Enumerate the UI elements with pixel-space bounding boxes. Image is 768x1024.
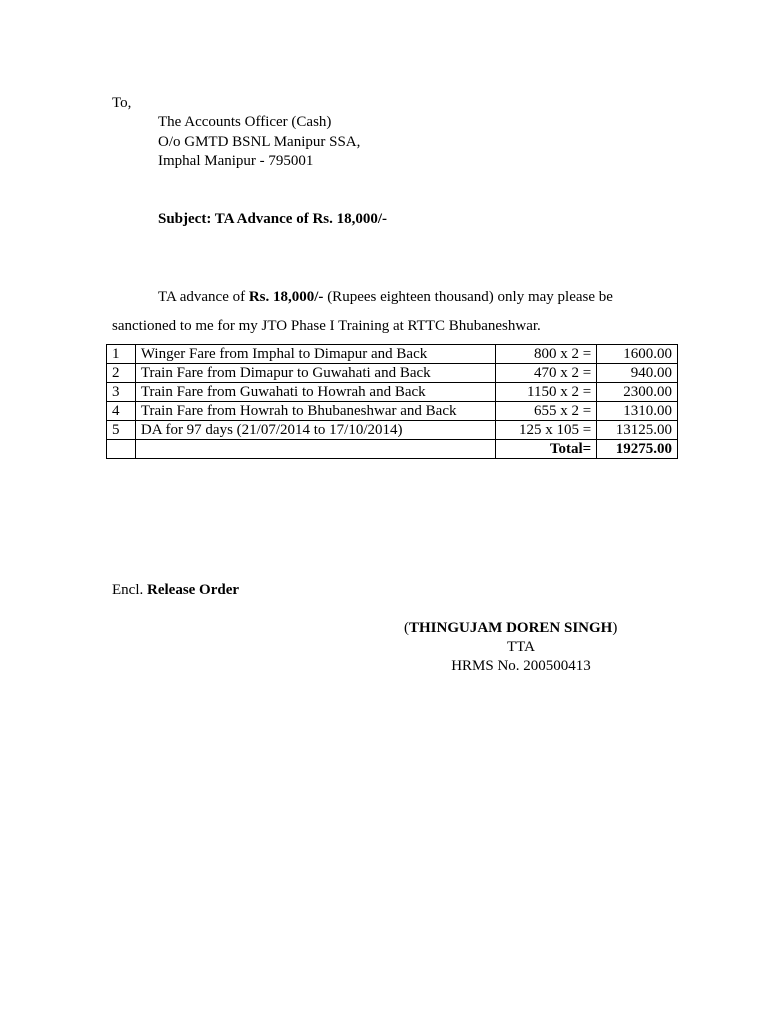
recipient-line-3: Imphal Manipur - 795001 — [158, 153, 314, 169]
row-number: 2 — [107, 364, 136, 383]
body-prefix: TA advance of — [158, 289, 249, 305]
row-calculation: 125 x 105 = — [496, 421, 597, 440]
row-calculation: 470 x 2 = — [496, 364, 597, 383]
enclosure-item: Release Order — [147, 582, 240, 598]
row-calculation: 1150 x 2 = — [496, 383, 597, 402]
row-amount: 1600.00 — [597, 345, 678, 364]
row-number: 5 — [107, 421, 136, 440]
row-amount: 2300.00 — [597, 383, 678, 402]
row-description: DA for 97 days (21/07/2014 to 17/10/2014) — [135, 421, 496, 440]
total-value: 19275.00 — [597, 440, 678, 459]
table-row — [107, 383, 678, 402]
table-row — [107, 421, 678, 440]
subject-line: Subject: TA Advance of Rs. 18,000/- — [158, 211, 388, 227]
row-description: Train Fare from Dimapur to Guwahati and Back — [135, 364, 496, 383]
signatory-paren-open: ( — [404, 620, 409, 636]
table-row — [107, 345, 678, 364]
enclosure-prefix: Encl. — [112, 582, 147, 598]
row-description: Train Fare from Howrah to Bhubaneshwar and Back — [135, 402, 496, 421]
signatory-name-text: THINGUJAM DOREN SINGH — [409, 620, 613, 636]
table-row — [107, 402, 678, 421]
total-label: Total= — [496, 440, 597, 459]
enclosure — [112, 581, 239, 600]
row-number: 3 — [107, 383, 136, 402]
body-line-2: sanctioned to me for my JTO Phase I Training at RTTC Bhubaneshwar. — [112, 318, 541, 334]
total-empty-desc — [135, 440, 496, 459]
row-amount: 940.00 — [597, 364, 678, 383]
row-number: 1 — [107, 345, 136, 364]
total-empty-no — [107, 440, 136, 459]
signatory-name — [404, 619, 617, 638]
body-suffix: (Rupees eighteen thousand) only may please be — [323, 289, 613, 305]
body-line-1 — [158, 288, 613, 307]
expense-table — [106, 344, 678, 459]
row-calculation: 655 x 2 = — [496, 402, 597, 421]
recipient-line-2: O/o GMTD BSNL Manipur SSA, — [158, 134, 361, 150]
recipient-line-1: The Accounts Officer (Cash) — [158, 114, 332, 130]
row-number: 4 — [107, 402, 136, 421]
table-row — [107, 364, 678, 383]
signatory-designation: TTA — [507, 639, 535, 655]
row-description: Winger Fare from Imphal to Dimapur and Back — [135, 345, 496, 364]
salutation: To, — [112, 95, 132, 111]
expense-table-body — [107, 345, 678, 459]
row-calculation: 800 x 2 = — [496, 345, 597, 364]
row-amount: 13125.00 — [597, 421, 678, 440]
row-amount: 1310.00 — [597, 402, 678, 421]
body-amount: Rs. 18,000/- — [248, 289, 324, 305]
table-total-row — [107, 440, 678, 459]
signatory-paren-close: ) — [612, 620, 618, 636]
row-description: Train Fare from Guwahati to Howrah and Back — [135, 383, 496, 402]
signatory-hrms: HRMS No. 200500413 — [451, 658, 591, 674]
